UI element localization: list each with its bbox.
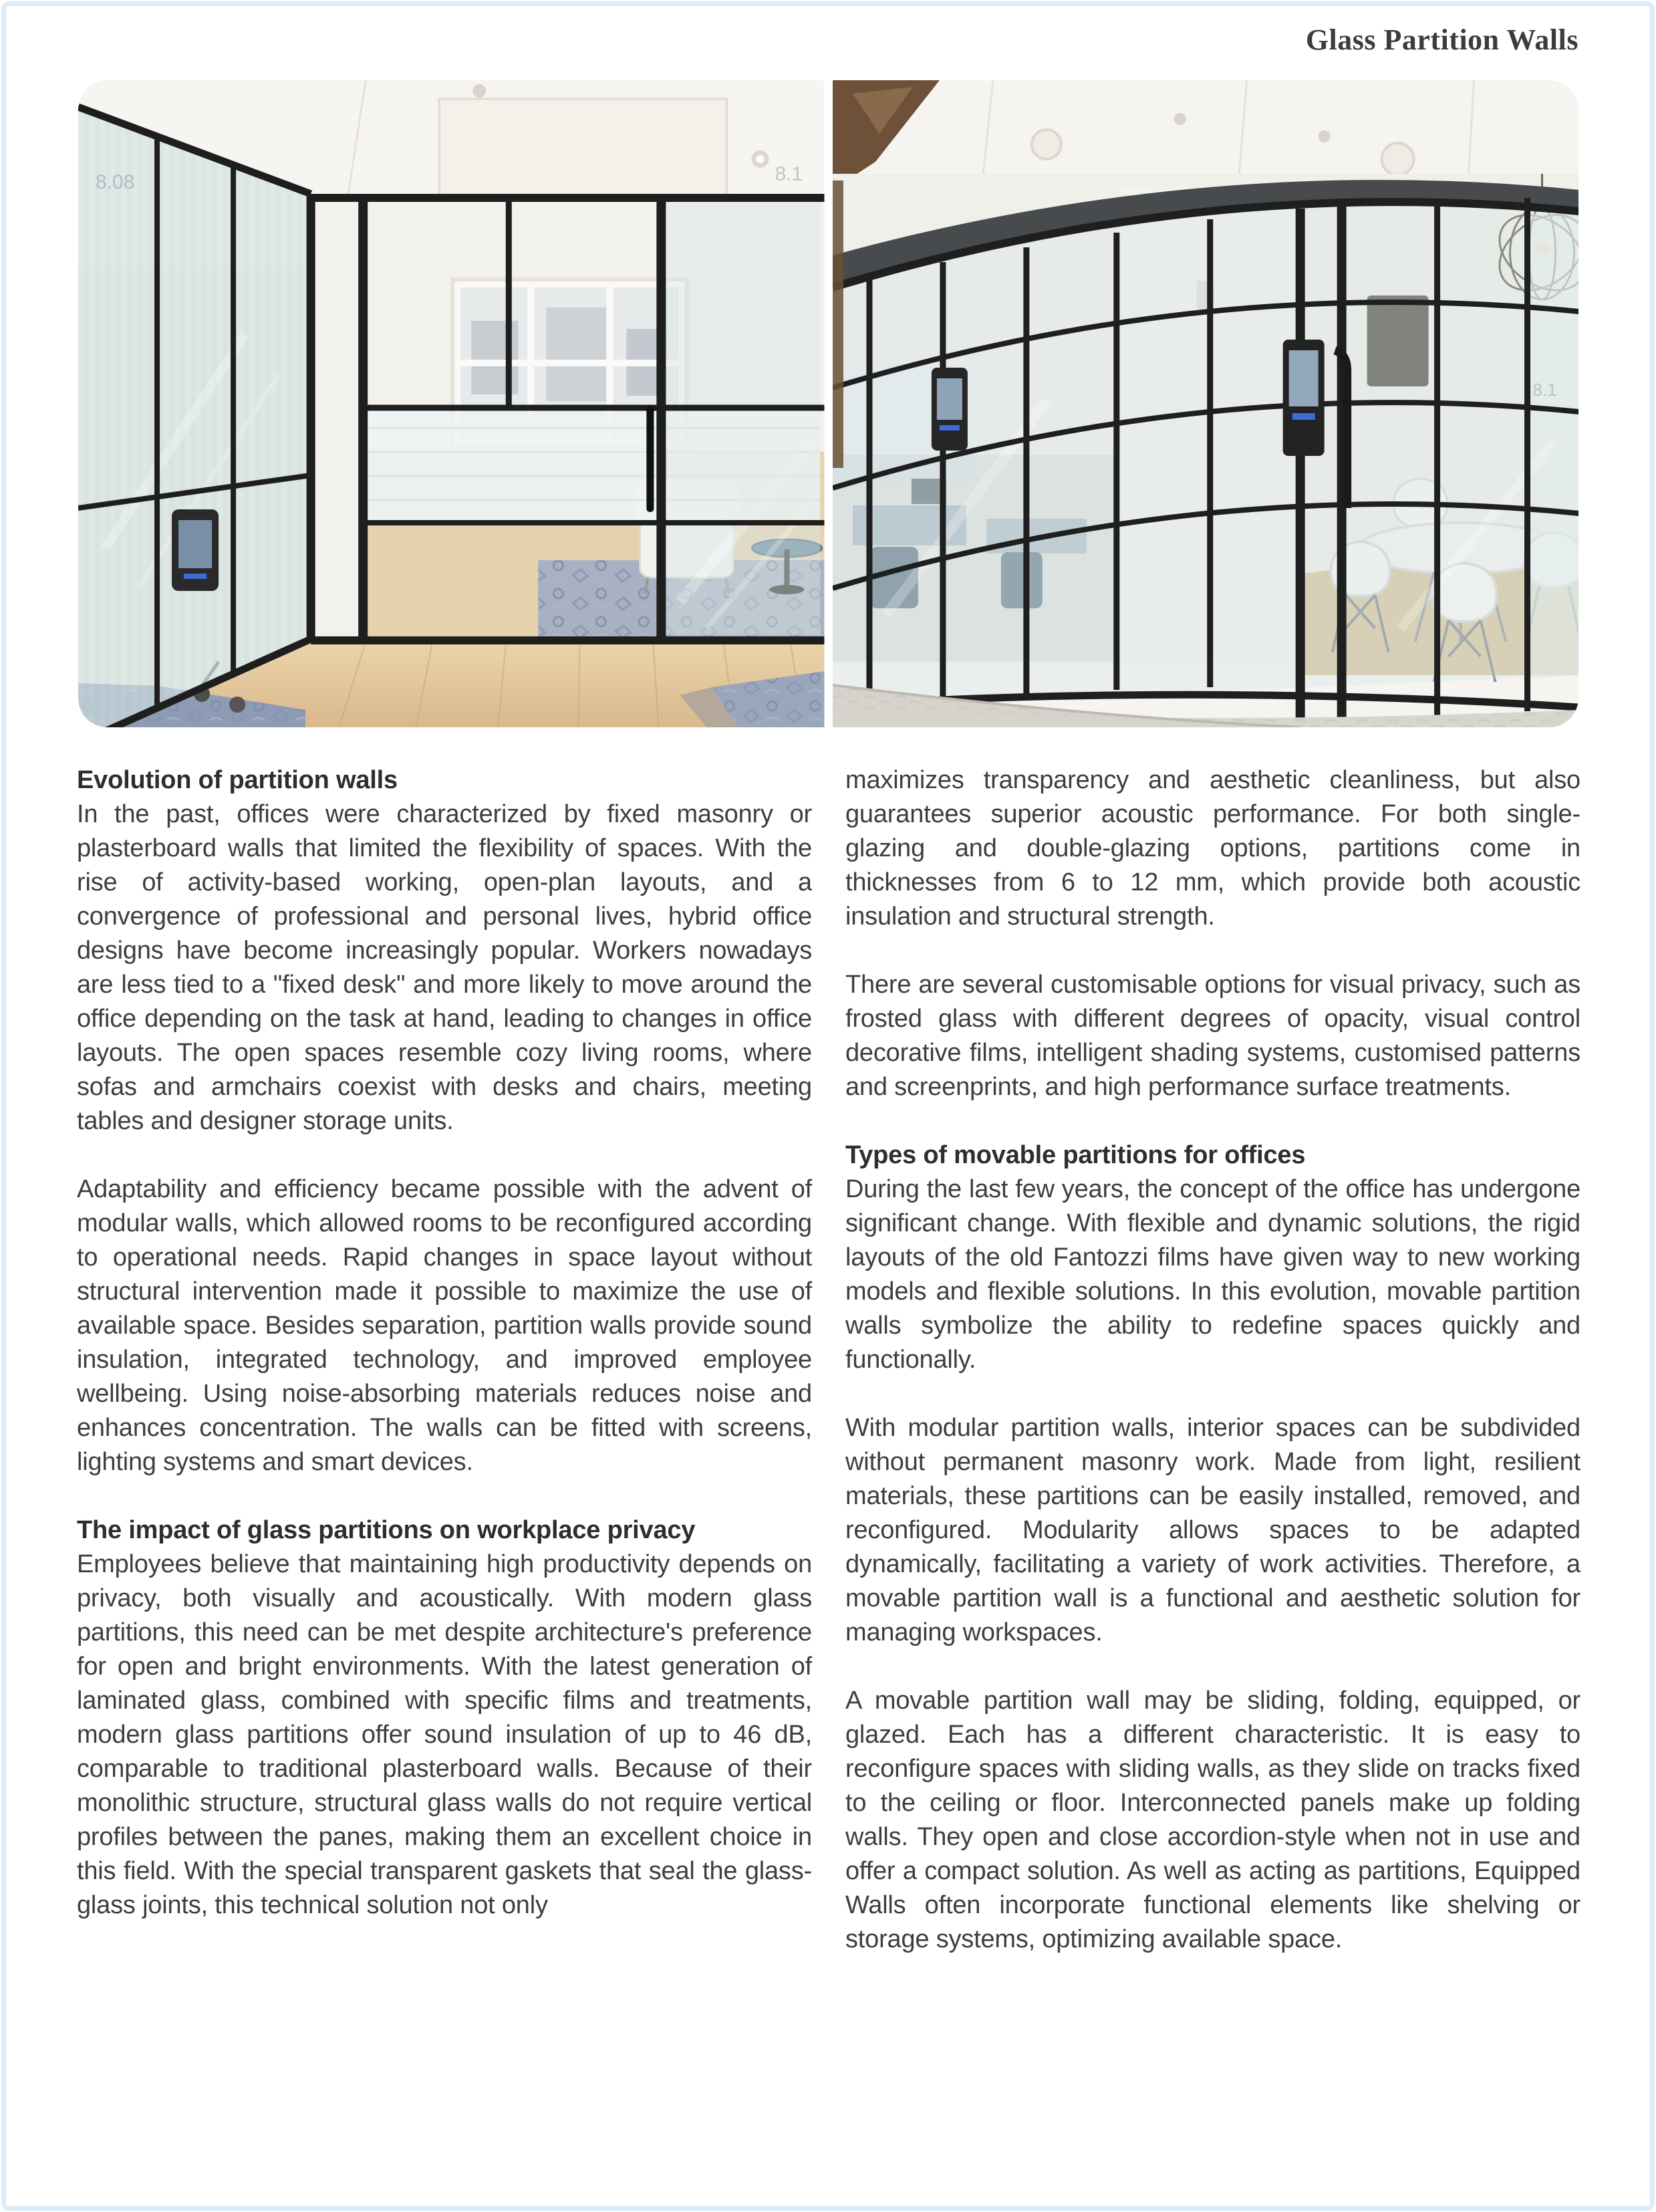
door-jamb-left bbox=[833, 180, 843, 468]
column-right bbox=[845, 763, 1580, 1957]
room-number-etching: 8.1 bbox=[1532, 379, 1557, 400]
photo-right-glass-partition bbox=[833, 80, 1579, 727]
room-number-etching-left: 8.08 bbox=[96, 171, 135, 193]
paragraph: Employees believe that maintaining high productivity depends on privacy, both visually and acoustically. With modern glass partitions, this need can be met despite architecture's preference for open and bright environments. With the latest generation of laminated glass, combined with specific films and treatments, modern glass partitions offer sound insulation of up to 46 dB, comparable to traditional plasterboard walls. Because of their monolithic structure, structural glass walls do not require vertical profiles between the panes, making them an excellent choice in this field. With the special transparent gaskets that seal the glass-glass joints, this technical solution not only bbox=[77, 1550, 812, 1919]
paragraph: During the last few years, the concept of the office has undergone significant change. With flexible and dynamic solutions, the rigid layouts of the old Fantozzi films have given way to new working models and flexible solutions. In this evolution, movable partition walls symbolize the ability to redefine spaces quickly and functionally. bbox=[845, 1175, 1580, 1374]
left-glass-wall bbox=[78, 107, 311, 727]
section-heading-impact: The impact of glass partitions on workplace privacy bbox=[77, 1516, 696, 1544]
section-heading-evolution: Evolution of partition walls bbox=[77, 766, 398, 794]
access-panel-left bbox=[172, 509, 219, 591]
access-panel bbox=[931, 368, 967, 451]
door-handle bbox=[646, 405, 654, 512]
paragraph: A movable partition wall may be sliding, folding, equipped, or glazed. Each has a different characteristic. It is easy to reconfigure spaces with sliding walls, as they slide on tracks fixed to the ceiling or floor. Interconnected panels make up folding walls. They open and close accordion-style when not in use and offer a compact solution. As well as acting as partitions, Equipped Walls often incorporate functional elements like shelving or storage systems, optimizing available space. bbox=[845, 1687, 1580, 1953]
paragraph: maximizes transparency and aesthetic cleanliness, but also guarantees superior acoustic performance. For both single-glazing and double-glazing options, partitions come in thicknesses from 6 to 12 mm, which provide both acoustic insulation and structural strength. bbox=[845, 766, 1580, 931]
paragraph: There are several customisable options for visual privacy, such as frosted glass with different degrees of opacity, visual control decorative films, intelligent shading systems, customised patterns and screenprints, and high performance surface treatments. bbox=[845, 971, 1580, 1101]
photo-left-glass-partition bbox=[78, 80, 825, 727]
paragraph: Adaptability and efficiency became possible with the advent of modular walls, which allowed rooms to be reconfigured according to operational needs. Rapid changes in space layout without structural intervention made it possible to maximize the use of available space. Besides separation, partition walls provide sound insulation, integrated technology, and improved employee wellbeing. Using noise-absorbing materials reduces noise and enhances concentration. The walls can be fitted with screens, lighting systems and smart devices. bbox=[77, 1175, 812, 1476]
column-left bbox=[77, 763, 812, 1957]
photo-right-illustration bbox=[833, 80, 1579, 727]
photo-left-illustration bbox=[78, 80, 825, 727]
page-title: Glass Partition Walls bbox=[1305, 23, 1578, 56]
paragraph: With modular partition walls, interior spaces can be subdivided without permanent masonry work. Made from light, resilient materials, these partitions can be easily installed, removed, and reconfigured. Modularity allows spaces to be adapted dynamically, facilitating a variety of work activities. Therefore, a movable partition wall is a functional and aesthetic solution for managing workspaces. bbox=[845, 1414, 1580, 1646]
paragraph: In the past, offices were characterized by fixed masonry or plasterboard walls that limited the flexibility of spaces. With the rise of activity-based working, open-plan layouts, and a convergence of professional and personal lives, hybrid office designs have become increasingly popular. Workers nowadays are less tied to a "fixed desk" and more likely to move around the office depending on the task at hand, leading to changes in office layouts. The open spaces resemble cozy living rooms, where sofas and armchairs coexist with desks and chairs, meeting tables and designer storage units. bbox=[77, 800, 812, 1135]
article-body bbox=[77, 763, 1580, 1957]
frosted-band bbox=[367, 412, 820, 520]
section-heading-types: Types of movable partitions for offices bbox=[845, 1141, 1306, 1169]
room-number-etching-right: 8.1 bbox=[775, 163, 803, 185]
photo-strip bbox=[78, 80, 1578, 727]
